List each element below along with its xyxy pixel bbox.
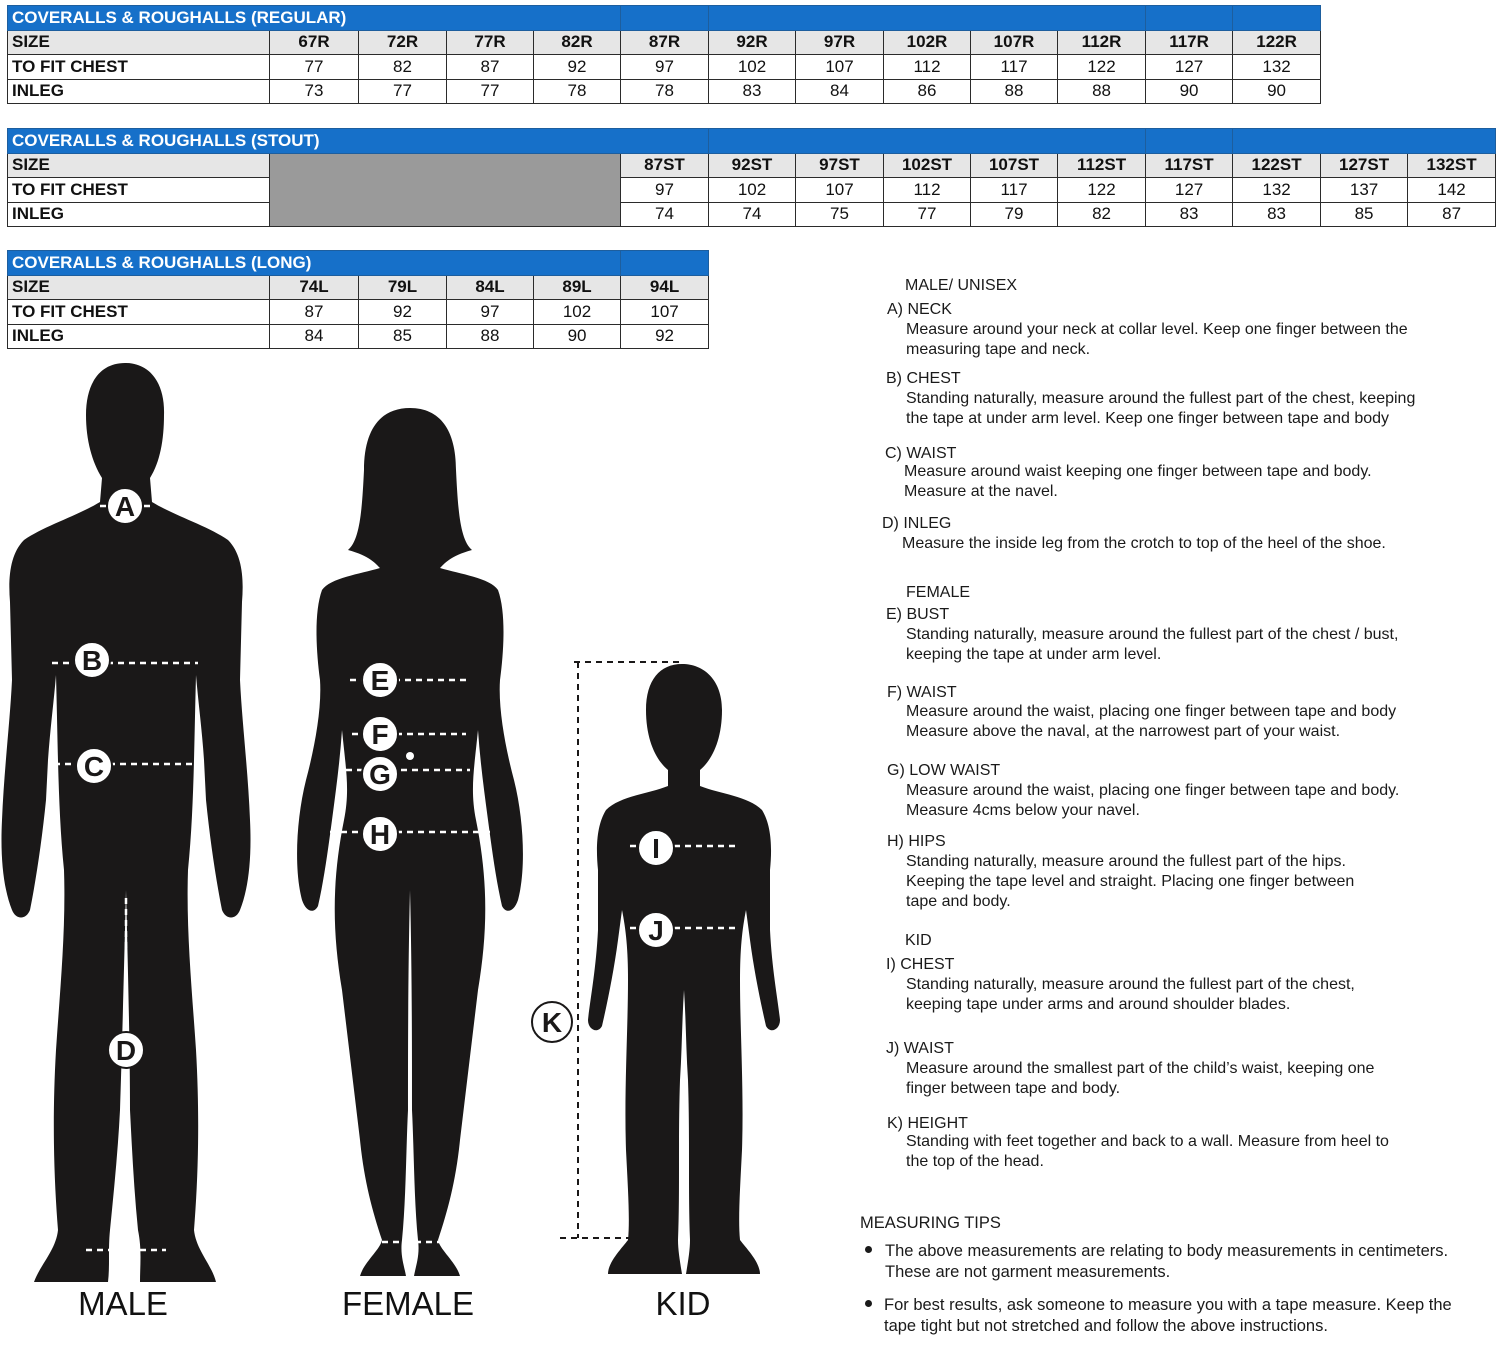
size-cell: 94L xyxy=(621,275,709,300)
waist-title: C) WAIST xyxy=(885,445,957,462)
kid-chest-title: I) CHEST xyxy=(886,956,955,973)
marker-letter: A xyxy=(114,491,136,522)
figures-svg xyxy=(0,350,860,1354)
chest-cell: 142 xyxy=(1408,178,1496,203)
size-cell: 97R xyxy=(796,30,884,55)
tip-1-text-1: The above measurements are relating to body measurements in centimeters. xyxy=(885,1242,1449,1260)
bust-text-1: Standing naturally, measure around the fullest part of the chest / bust, xyxy=(906,626,1399,643)
stout-size-table xyxy=(7,128,1496,227)
kid-heading: KID xyxy=(905,932,932,949)
female-waist-title: F) WAIST xyxy=(887,684,957,701)
male-label: MALE xyxy=(78,1285,168,1322)
chest-cell: 87 xyxy=(270,300,359,325)
female-waist-text-1: Measure around the waist, placing one finger between tape and body xyxy=(906,703,1397,720)
kid-chest-text-1: Standing naturally, measure around the fullest part of the chest, xyxy=(906,976,1355,993)
size-cell: 92R xyxy=(709,30,796,55)
chest-title: B) CHEST xyxy=(886,370,961,387)
inleg-cell: 82 xyxy=(1058,202,1146,227)
inleg-cell: 90 xyxy=(1233,79,1321,104)
marker-letter: E xyxy=(370,665,390,696)
neck-text-2: measuring tape and neck. xyxy=(906,341,1091,358)
size-cell: 132ST xyxy=(1408,153,1496,178)
inleg-cell: 83 xyxy=(1233,202,1321,227)
stout-empty-block xyxy=(270,153,621,227)
inleg-cell: 84 xyxy=(796,79,884,104)
chest-cell: 92 xyxy=(534,55,621,80)
hips-text-3: tape and body. xyxy=(906,893,1011,910)
hips-text-2: Keeping the tape level and straight. Placing one finger between xyxy=(906,873,1355,890)
regular-table-header xyxy=(8,6,1321,31)
bust-title: E) BUST xyxy=(886,606,950,623)
chest-cell: 117 xyxy=(971,55,1058,80)
regular-inleg-row xyxy=(8,79,1321,104)
marker-letter: C xyxy=(83,751,105,782)
size-cell: 82R xyxy=(534,30,621,55)
inleg-cell: 88 xyxy=(971,79,1058,104)
neck-title: A) NECK xyxy=(887,301,952,318)
inleg-cell: 73 xyxy=(270,79,359,104)
inleg-cell: 90 xyxy=(1146,79,1233,104)
chest-cell: 97 xyxy=(621,55,709,80)
marker-h xyxy=(362,816,398,852)
regular-size-row xyxy=(8,30,1321,55)
size-cell: 107ST xyxy=(971,153,1058,178)
long-chest-row xyxy=(8,300,709,325)
stout-chest-row xyxy=(8,178,1496,203)
stout-table-title: COVERALLS & ROUGHALLS (STOUT) xyxy=(8,129,709,154)
marker-i xyxy=(638,830,674,866)
marker-e xyxy=(362,662,398,698)
low-waist-text-2: Measure 4cms below your navel. xyxy=(906,802,1140,819)
kid-waist-text-2: finger between tape and body. xyxy=(906,1080,1121,1097)
marker-letter: F xyxy=(371,719,389,750)
chest-text-1: Standing naturally, measure around the fullest part of the chest, keeping xyxy=(906,390,1416,407)
waist-text-1: Measure around waist keeping one finger between tape and body. xyxy=(904,463,1372,480)
chest-cell: 102 xyxy=(709,55,796,80)
inleg-cell: 75 xyxy=(796,202,884,227)
kid-waist-title: J) WAIST xyxy=(886,1040,954,1057)
marker-a xyxy=(107,488,143,524)
low-waist-text-1: Measure around the waist, placing one finger between tape and body. xyxy=(906,782,1400,799)
inleg-cell: 83 xyxy=(709,79,796,104)
size-cell: 112ST xyxy=(1058,153,1146,178)
marker-letter: H xyxy=(369,819,391,850)
size-cell: 67R xyxy=(270,30,359,55)
female-heading: FEMALE xyxy=(906,584,971,601)
height-text-2: the top of the head. xyxy=(906,1153,1044,1170)
kid-label: KID xyxy=(655,1285,711,1322)
long-inleg-row xyxy=(8,324,709,349)
size-cell: 92ST xyxy=(709,153,796,178)
marker-d xyxy=(108,1032,144,1068)
marker-j xyxy=(638,912,674,948)
marker-letter: J xyxy=(648,915,664,946)
bullet-icon xyxy=(865,1300,872,1307)
row-label-size: SIZE xyxy=(8,153,270,178)
marker-b xyxy=(74,642,110,678)
inleg-text-1: Measure the inside leg from the crotch to top of the heel of the shoe. xyxy=(902,535,1386,552)
row-label-chest: TO FIT CHEST xyxy=(8,178,270,203)
chest-cell: 132 xyxy=(1233,178,1321,203)
chest-cell: 107 xyxy=(796,178,884,203)
chest-cell: 107 xyxy=(796,55,884,80)
marker-letter: D xyxy=(115,1035,137,1066)
row-label-chest: TO FIT CHEST xyxy=(8,55,270,80)
inleg-cell: 88 xyxy=(447,324,534,349)
inleg-cell: 88 xyxy=(1058,79,1146,104)
marker-c xyxy=(76,748,112,784)
chest-cell: 122 xyxy=(1058,55,1146,80)
inleg-cell: 84 xyxy=(270,324,359,349)
neck-text-1: Measure around your neck at collar level. Keep one finger between the xyxy=(906,321,1408,338)
row-label-inleg: INLEG xyxy=(8,79,270,104)
size-cell: 107R xyxy=(971,30,1058,55)
measuring-tips-heading: MEASURING TIPS xyxy=(860,1214,1001,1232)
chest-cell: 137 xyxy=(1321,178,1408,203)
inleg-title: D) INLEG xyxy=(882,515,952,532)
chest-cell: 127 xyxy=(1146,178,1233,203)
size-cell: 89L xyxy=(534,275,621,300)
male-unisex-heading: MALE/ UNISEX xyxy=(905,277,1018,294)
chest-cell: 87 xyxy=(447,55,534,80)
chest-cell: 112 xyxy=(884,178,971,203)
tip-2-text-1: For best results, ask someone to measure you with a tape measure. Keep the xyxy=(884,1296,1452,1314)
hips-title: H) HIPS xyxy=(887,833,946,850)
tip-1-text-2: These are not garment measurements. xyxy=(885,1263,1171,1281)
regular-size-table xyxy=(7,5,1321,104)
inleg-cell: 85 xyxy=(1321,202,1408,227)
inleg-cell: 86 xyxy=(884,79,971,104)
stout-size-row xyxy=(8,153,1496,178)
low-waist-title: G) LOW WAIST xyxy=(887,762,1001,779)
inleg-cell: 74 xyxy=(709,202,796,227)
long-size-table xyxy=(7,250,709,349)
chest-cell: 122 xyxy=(1058,178,1146,203)
inleg-cell: 77 xyxy=(884,202,971,227)
row-label-chest: TO FIT CHEST xyxy=(8,300,270,325)
long-table-header xyxy=(8,251,709,276)
hips-text-1: Standing naturally, measure around the fullest part of the hips. xyxy=(906,853,1346,870)
long-table-title: COVERALLS & ROUGHALLS (LONG) xyxy=(8,251,621,276)
chest-cell: 97 xyxy=(447,300,534,325)
chest-cell: 112 xyxy=(884,55,971,80)
chest-cell: 107 xyxy=(621,300,709,325)
female-waist-text-2: Measure above the naval, at the narrowest part of your waist. xyxy=(906,723,1341,740)
row-label-inleg: INLEG xyxy=(8,324,270,349)
size-cell: 84L xyxy=(447,275,534,300)
row-label-size: SIZE xyxy=(8,275,270,300)
row-label-size: SIZE xyxy=(8,30,270,55)
size-cell: 112R xyxy=(1058,30,1146,55)
chest-cell: 97 xyxy=(621,178,709,203)
size-cell: 74L xyxy=(270,275,359,300)
inleg-cell: 90 xyxy=(534,324,621,349)
size-cell: 102R xyxy=(884,30,971,55)
long-size-row xyxy=(8,275,709,300)
inleg-cell: 78 xyxy=(621,79,709,104)
kid-waist-text-1: Measure around the smallest part of the child’s waist, keeping one xyxy=(906,1060,1375,1077)
female-silhouette xyxy=(297,408,523,1276)
marker-letter: I xyxy=(652,833,660,864)
size-cell: 122ST xyxy=(1233,153,1321,178)
bust-text-2: keeping the tape at under arm level. xyxy=(906,646,1162,663)
inleg-cell: 85 xyxy=(359,324,447,349)
inleg-cell: 87 xyxy=(1408,202,1496,227)
tip-2-text-2: tape tight but not stretched and follow the above instructions. xyxy=(884,1317,1328,1335)
size-cell: 122R xyxy=(1233,30,1321,55)
marker-f xyxy=(362,716,398,752)
chest-cell: 102 xyxy=(534,300,621,325)
chest-text-2: the tape at under arm level. Keep one finger between tape and body xyxy=(906,410,1390,427)
row-label-inleg: INLEG xyxy=(8,202,270,227)
inleg-cell: 79 xyxy=(971,202,1058,227)
stout-table-header xyxy=(8,129,1496,154)
stout-inleg-row xyxy=(8,202,1496,227)
chest-cell: 117 xyxy=(971,178,1058,203)
chest-cell: 77 xyxy=(270,55,359,80)
size-cell: 79L xyxy=(359,275,447,300)
inleg-cell: 77 xyxy=(359,79,447,104)
body-figures xyxy=(0,350,860,1354)
marker-letter: G xyxy=(369,759,391,790)
size-cell: 87ST xyxy=(621,153,709,178)
kid-silhouette xyxy=(588,664,780,1274)
inleg-cell: 77 xyxy=(447,79,534,104)
waist-text-2: Measure at the navel. xyxy=(904,483,1058,500)
inleg-cell: 83 xyxy=(1146,202,1233,227)
marker-k xyxy=(532,1002,572,1042)
size-cell: 72R xyxy=(359,30,447,55)
regular-chest-row xyxy=(8,55,1321,80)
chest-cell: 92 xyxy=(359,300,447,325)
marker-g xyxy=(362,756,398,792)
chest-cell: 82 xyxy=(359,55,447,80)
regular-table-title: COVERALLS & ROUGHALLS (REGULAR) xyxy=(8,6,621,31)
chest-cell: 102 xyxy=(709,178,796,203)
inleg-cell: 78 xyxy=(534,79,621,104)
size-cell: 117R xyxy=(1146,30,1233,55)
size-cell: 87R xyxy=(621,30,709,55)
size-cell: 117ST xyxy=(1146,153,1233,178)
marker-letter: K xyxy=(541,1007,563,1038)
height-text-1: Standing with feet together and back to a wall. Measure from heel to xyxy=(906,1133,1389,1150)
chest-cell: 132 xyxy=(1233,55,1321,80)
kid-chest-text-2: keeping tape under arms and around shoulder blades. xyxy=(906,996,1291,1013)
bullet-icon xyxy=(865,1246,872,1253)
size-cell: 127ST xyxy=(1321,153,1408,178)
marker-letter: B xyxy=(81,645,103,676)
size-cell: 97ST xyxy=(796,153,884,178)
female-label: FEMALE xyxy=(341,1285,475,1322)
height-title: K) HEIGHT xyxy=(887,1115,968,1132)
inleg-cell: 92 xyxy=(621,324,709,349)
size-cell: 77R xyxy=(447,30,534,55)
inleg-cell: 74 xyxy=(621,202,709,227)
chest-cell: 127 xyxy=(1146,55,1233,80)
size-cell: 102ST xyxy=(884,153,971,178)
